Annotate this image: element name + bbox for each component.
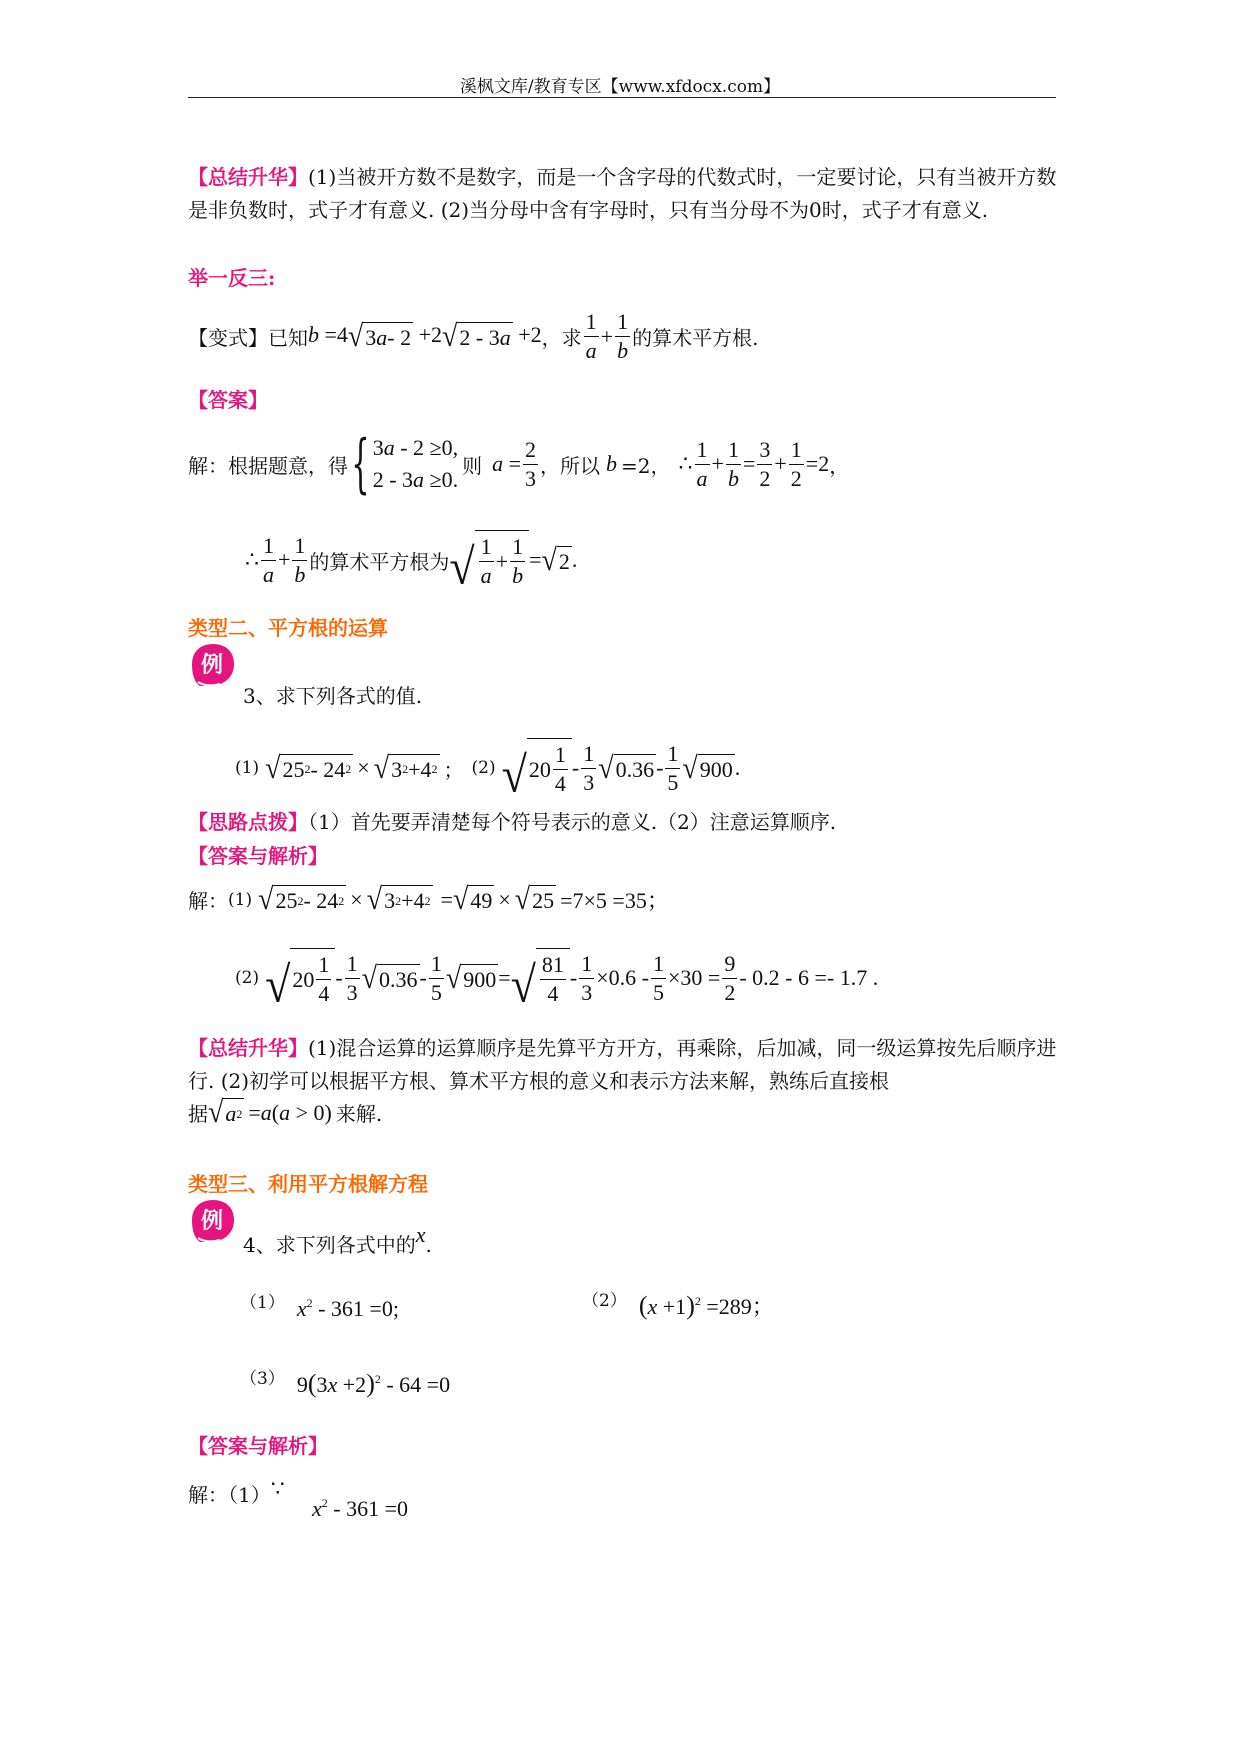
sol1-text-2: 则 xyxy=(462,453,483,478)
summary-2-text: (1)混合运算的运算顺序是先算平方开方，再乘除，后加减，同一级运算按先后顺序进行. (2)初学可以根据平方根、算术平方根的意义和表示方法来解，熟练后直接根 xyxy=(188,1036,1057,1093)
variant-text-2: ，求 xyxy=(541,326,582,350)
sqrt-frac-sum: √ $\frac{1}{a}$ + $\frac{1}{b}$ xyxy=(449,530,529,590)
variant-line: 【变式】 已知 b =4 √ 3 a - 2 +2 √ 2 - 3 a +2 ，求 $\frac{1}{a}$ + $\frac{1}{b}$ 的算术平方根. xyxy=(188,309,759,363)
q3-formulas: (1) √ 25 2 - 24 2 × √ 3 2 +4 2 ； (2) √ 20 $\frac{1}{4}$ - $\frac{1}{3}$ √ 0.36 - $\frac{1}{5}$ √ 900 . xyxy=(235,738,740,798)
sol3-label-2: (2) xyxy=(235,968,260,988)
example-badge-icon xyxy=(190,642,236,688)
summary-2 xyxy=(188,1032,1058,1098)
hint-text: （1）首先要弄清楚每个符号表示的意义.（2）注意运算顺序. xyxy=(308,810,837,834)
example-badge-icon-2 xyxy=(190,1198,236,1244)
q3-label-2: (2) xyxy=(471,758,496,778)
summary-text: (1)当被开方数不是数字，而是一个含字母的代数式时，一定要讨论，只有当被开方数是非负数时，式子才有意义. (2)当分母中含有字母时，只有当分母不为0时，式子才有意义. xyxy=(188,165,1057,222)
type-3-heading: 类型三、利用平方根解方程 xyxy=(188,1172,428,1196)
variant-formula: b =4 √ 3 a - 2 +2 √ 2 - 3 a +2 xyxy=(308,319,542,354)
inequality-system: 3a - 2 ≥0, 2 - 3a ≥0. xyxy=(372,435,459,492)
q4-label-2: （2） xyxy=(582,1291,627,1311)
summary-tag: 【总结升华】 xyxy=(188,165,308,189)
variant-tag: 【变式】 xyxy=(188,326,268,350)
svg-text:例: 例 xyxy=(200,1209,224,1234)
question-4: 4、求下列各式中的x. xyxy=(243,1222,432,1257)
sol1-text-4: =2， xyxy=(621,453,671,478)
solution-4-eq: $x^2 - 361 =0$ xyxy=(312,1496,408,1521)
summary-2-text-2: 据 xyxy=(188,1102,208,1126)
q4-eq-2: $^{(2)}$ $(x +1)^2 =289$； xyxy=(582,1291,774,1320)
q4-label-1: （1） xyxy=(240,1293,285,1313)
q3-label-1: (1) xyxy=(235,758,260,778)
summary-2-tag: 【总结升华】 xyxy=(188,1036,308,1060)
variant-text-3: 的算术平方根. xyxy=(632,326,759,350)
q4-eq-1: $^{(1)}$ $x^2 - 361 =0$; xyxy=(240,1293,399,1321)
q4-eq-3: $^{(3)}$ $9(3x +2)^2 - 64 =0$ xyxy=(240,1369,451,1398)
practice-heading: 举一反三: xyxy=(188,266,276,290)
q4-label-3: （3） xyxy=(240,1369,285,1389)
sol1-text-5: ， xyxy=(829,453,850,478)
sol1-text-1: 解：根据题意，得 xyxy=(188,453,348,478)
variant-text-1: 已知 xyxy=(268,326,308,350)
question-3: 3、求下列各式的值. xyxy=(243,684,423,708)
q4-tail: . xyxy=(425,1233,432,1257)
sol4-text: 解：（1） xyxy=(188,1483,271,1507)
sol3-text: 解： xyxy=(188,889,228,913)
brace: { xyxy=(351,427,370,501)
answer-analysis-tag: 【答案与解析】 xyxy=(188,844,328,868)
sol1-text-3: ，所以 xyxy=(540,453,601,478)
answer-tag: 【答案】 xyxy=(188,388,268,412)
summary-2-text-3: 来解. xyxy=(335,1102,383,1126)
page-header: 溪枫文库/教育专区【www.xfdocx.com】 xyxy=(459,77,781,97)
answer-analysis-tag-2: 【答案与解析】 xyxy=(188,1434,328,1458)
sol3-label-1: (1) xyxy=(228,889,253,910)
frac-1-a: $\frac{1}{a}$ xyxy=(585,309,597,363)
svg-text:例: 例 xyxy=(200,653,224,678)
hint xyxy=(188,806,836,835)
q3-separator: ； xyxy=(443,757,464,782)
solution-1: 解：根据题意，得 { 3a - 2 ≥0, 2 - 3a ≥0. 则 a = $\frac{2}{3}$ ，所以 b =2， ∴ $\frac{1}{a}$ + $\frac{1}{b}$ = $\frac{3}{2}$ + $\frac{1}{2}$ =2 ， xyxy=(188,427,850,501)
hint-tag: 【思路点拨】 xyxy=(188,810,308,834)
solution-3a: 解： (1) √ 25 2 - 24 2 × √ 3 2 +4 2 = √ 49 × √ 25 =7×5 =35； xyxy=(188,882,669,917)
q4-text: 4、求下列各式中的 xyxy=(243,1233,416,1257)
type-2-heading: 类型二、平方根的运算 xyxy=(188,616,388,640)
sol2-text: 的算术平方根为 xyxy=(309,549,450,574)
solution-3b: (2) √ 20 $\frac{1}{4}$ - $\frac{1}{3}$ √ 0.36 - $\frac{1}{5}$ √ 900 = √ $\frac{81}{4}$ - $\frac{1}{3}$ ×0.6 - $\frac{1}{5}$ ×30 = $\frac{9}{2}$ - 0.2 - 6 =- 1.7 . xyxy=(235,948,878,1008)
solution-2: ∴ $\frac{1}{a}$ + $\frac{1}{b}$ 的算术平方根为 √ $\frac{1}{a}$ + $\frac{1}{b}$ = √ 2 . xyxy=(245,530,577,590)
frac-1-b: $\frac{1}{b}$ xyxy=(617,309,629,363)
summary-1 xyxy=(188,161,1058,227)
summary-2-formula-line: 据 √ a 2 =a(a > 0) 来解. xyxy=(188,1095,383,1130)
solution-4: 解：（1）∵ xyxy=(188,1476,285,1507)
header-rule xyxy=(188,97,1056,98)
